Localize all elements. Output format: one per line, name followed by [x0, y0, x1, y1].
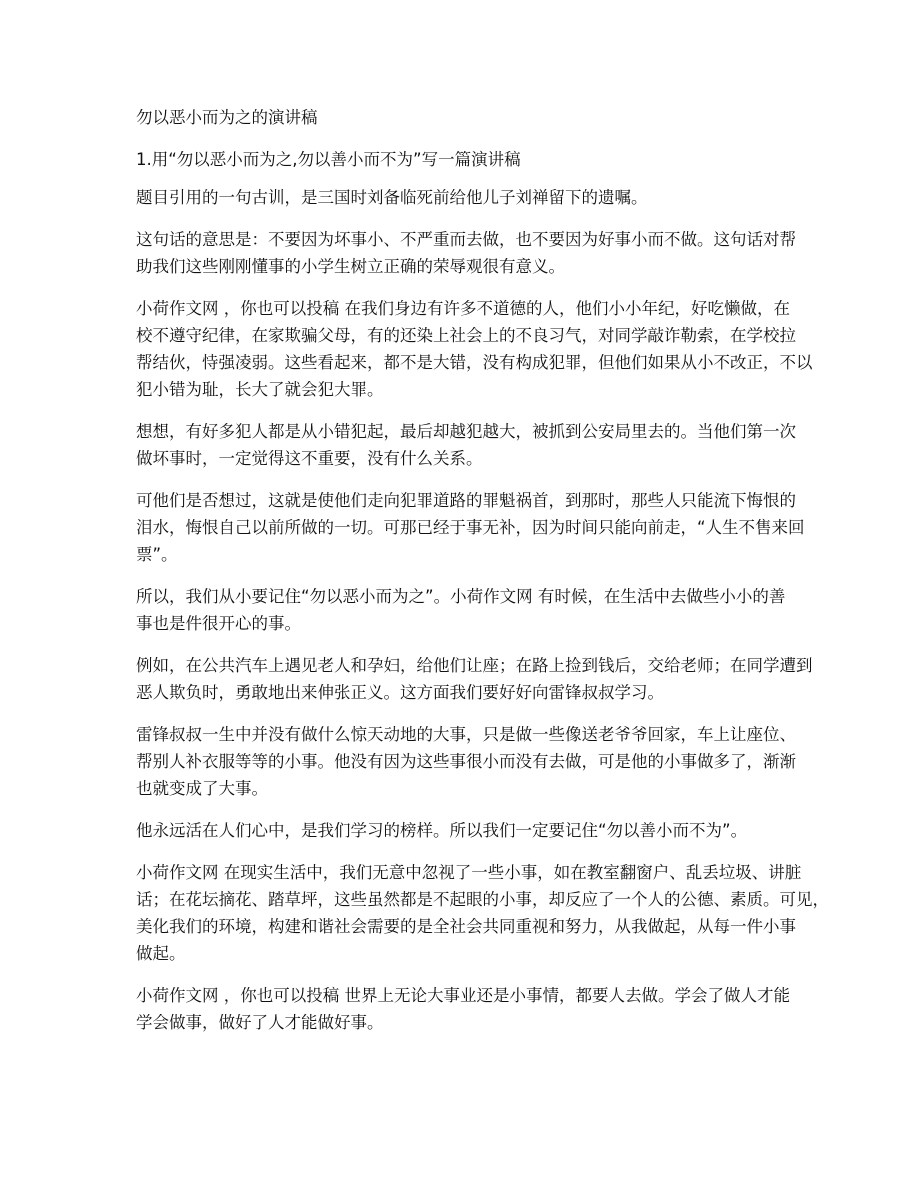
numbered-item	[136, 146, 836, 173]
paragraph-line: 小荷作文网 ，你也可以投稿 在我们身边有许多不道德的人，他们小小年纪，好吃懒做，在	[136, 299, 790, 318]
paragraph	[136, 184, 836, 211]
paragraph-line: 例如，在公共汽车上遇见老人和孕妇，给他们让座；在路上捡到钱后，交给老师；在同学遭到	[136, 656, 813, 675]
paragraph-line: 他永远活在人们心中，是我们学习的榜样。所以我们一定要记住“勿以善小而不为”。	[136, 821, 748, 840]
paragraph-line: 美化我们的环境，构建和谐社会需要的是全社会共同重视和努力，从我做起，从每一件小事	[136, 917, 796, 936]
document-title: 勿以恶小而为之的演讲稿	[136, 108, 318, 127]
paragraph	[136, 982, 836, 1036]
paragraph-line: 小荷作文网 ，你也可以投稿 世界上无论大事业还是小事情，都要人去做。学会了做人才能	[136, 986, 790, 1005]
paragraph-line: 所以，我们从小要记住“勿以恶小而为之”。小荷作文网 有时候，在生活中去做些小小的善	[136, 587, 786, 606]
paragraph-line: 恶人欺负时，勇敢地出来伸张正义。这方面我们要好好向雷锋叔叔学习。	[136, 683, 664, 702]
item-text: 用“勿以恶小而为之,勿以善小而不为”写一篇演讲稿	[151, 150, 521, 169]
paragraph-line: 也就变成了大事。	[136, 779, 268, 798]
paragraph-line: 做起。	[136, 944, 186, 963]
paragraph	[136, 418, 836, 472]
paragraph-line: 雷锋叔叔一生中并没有做什么惊天动地的大事，只是做一些像送老爷爷回家，车上让座位、	[136, 725, 796, 744]
paragraph-line: 学会做事，做好了人才能做好事。	[136, 1013, 384, 1032]
paragraph-line: 想想，有好多犯人都是从小错犯起，最后却越犯越大，被抓到公安局里去的。当他们第一次	[136, 422, 796, 441]
paragraph	[136, 859, 836, 967]
paragraph-line: 话；在花坛摘花、踏草坪，这些虽然都是不起眼的小事，却反应了一个人的公德、素质。可见，	[136, 890, 829, 909]
paragraph-line: 犯小错为耻，长大了就会犯大罪。	[136, 380, 384, 399]
paragraph	[136, 295, 836, 403]
paragraph-line: 泪水，悔恨自己以前所做的一切。可那已经于事无补，因为时间只能向前走，“人生不售来回	[136, 518, 805, 537]
paragraph-line: 校不遵守纪律，在家欺骗父母，有的还染上社会上的不良习气，对同学敲诈勒索，在学校拉	[136, 326, 796, 345]
paragraph	[136, 226, 836, 280]
document-body	[136, 104, 836, 1051]
paragraph-line: 这句话的意思是：不要因为坏事小、不严重而去做，也不要因为好事小而不做。这句话对帮	[136, 230, 796, 249]
paragraph-line: 小荷作文网 在现实生活中，我们无意中忽视了一些小事，如在教室翻窗户、乱丢垃圾、讲脏	[136, 863, 802, 882]
paragraph-line: 做坏事时，一定觉得这不重要，没有什么关系。	[136, 449, 483, 468]
paragraph	[136, 487, 836, 568]
paragraphs	[136, 184, 836, 1036]
paragraph-line: 题目引用的一句古训，是三国时刘备临死前给他儿子刘禅留下的遗嘱。	[136, 188, 648, 207]
paragraph-line: 助我们这些刚刚懂事的小学生树立正确的荣辱观很有意义。	[136, 257, 565, 276]
paragraph-line: 事也是件很开心的事。	[136, 614, 301, 633]
paragraph	[136, 652, 836, 706]
paragraph	[136, 721, 836, 802]
paragraph-line: 帮结伙，恃强凌弱。这些看起来，都不是大错，没有构成犯罪，但他们如果从小不改正，不以	[136, 353, 813, 372]
paragraph	[136, 817, 836, 844]
paragraph-line: 票”。	[136, 545, 178, 564]
paragraph-line: 可他们是否想过，这就是使他们走向犯罪道路的罪魁祸首，到那时，那些人只能流下悔恨的	[136, 491, 796, 510]
paragraph-line: 帮别人补衣服等等的小事。他没有因为这些事很小而没有去做，可是他的小事做多了，渐渐	[136, 752, 796, 771]
paragraph	[136, 583, 836, 637]
item-number: 1.	[136, 150, 152, 169]
